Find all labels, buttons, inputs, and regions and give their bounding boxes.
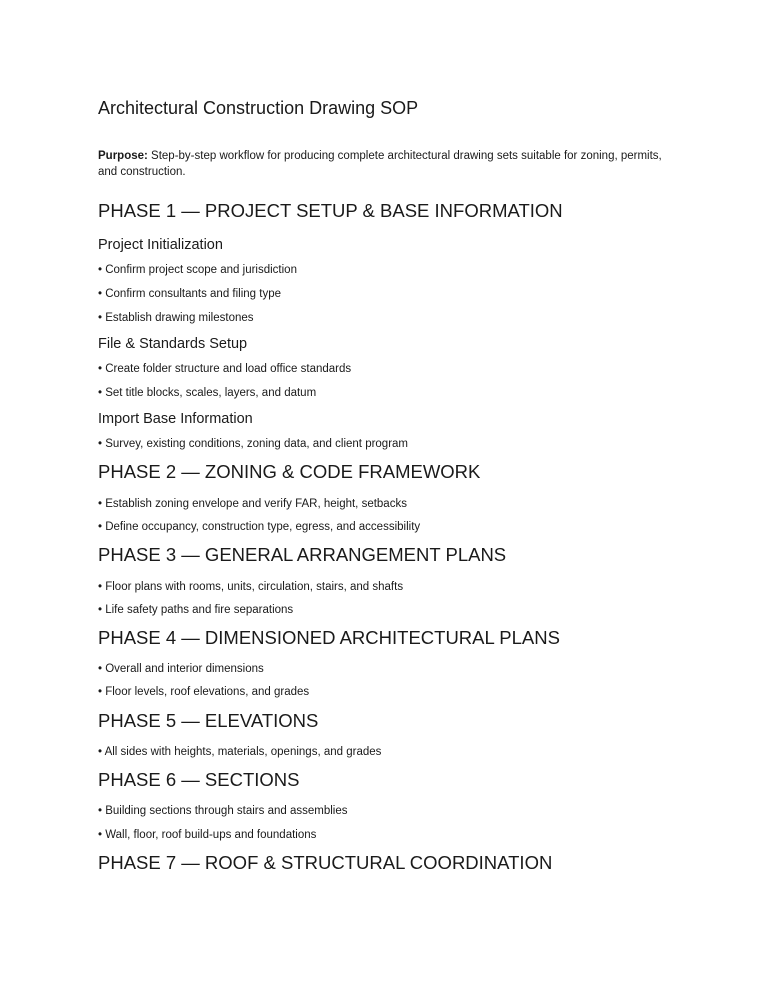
phase-4-heading: PHASE 4 — DIMENSIONED ARCHITECTURAL PLANS (98, 627, 560, 648)
import-base-information-heading: Import Base Information (98, 411, 253, 427)
list-item: • Floor levels, roof elevations, and grades (98, 686, 310, 698)
purpose-text: Step-by-step workflow for producing complete architectural drawing sets suitable for zoning, permits, and construction. (98, 150, 662, 178)
list-item: • Establish zoning envelope and verify FAR, height, setbacks (98, 498, 407, 510)
list-item: • Define occupancy, construction type, egress, and accessibility (98, 521, 421, 533)
project-initialization-heading: Project Initialization (98, 237, 223, 253)
list-item: • Overall and interior dimensions (98, 663, 264, 675)
phase-6-heading: PHASE 6 — SECTIONS (98, 769, 300, 790)
list-item: • Survey, existing conditions, zoning data, and client program (98, 438, 409, 450)
phase-7-heading: PHASE 7 — ROOF & STRUCTURAL COORDINATION (98, 852, 553, 873)
phase-1-heading: PHASE 1 — PROJECT SETUP & BASE INFORMATION (98, 200, 563, 221)
purpose-label: Purpose: (98, 150, 148, 162)
list-item: • Building sections through stairs and assemblies (98, 805, 348, 817)
list-item: • Confirm project scope and jurisdiction (98, 264, 297, 276)
phase-5-heading: PHASE 5 — ELEVATIONS (98, 710, 319, 731)
list-item: • Confirm consultants and filing type (98, 288, 282, 300)
file-standards-setup-heading: File & Standards Setup (98, 336, 248, 352)
list-item: • Create folder structure and load office standards (98, 363, 352, 375)
list-item: • Wall, floor, roof build-ups and foundations (98, 829, 317, 841)
list-item: • Establish drawing milestones (98, 312, 254, 324)
purpose-paragraph (98, 148, 678, 180)
list-item: • Floor plans with rooms, units, circulation, stairs, and shafts (98, 581, 404, 593)
phase-3-heading: PHASE 3 — GENERAL ARRANGEMENT PLANS (98, 544, 507, 565)
document-title: Architectural Construction Drawing SOP (98, 98, 419, 118)
list-item: • Set title blocks, scales, layers, and datum (98, 387, 317, 399)
list-item: • Life safety paths and fire separations (98, 604, 294, 616)
phase-2-heading: PHASE 2 — ZONING & CODE FRAMEWORK (98, 461, 481, 482)
list-item: • All sides with heights, materials, openings, and grades (98, 746, 382, 758)
